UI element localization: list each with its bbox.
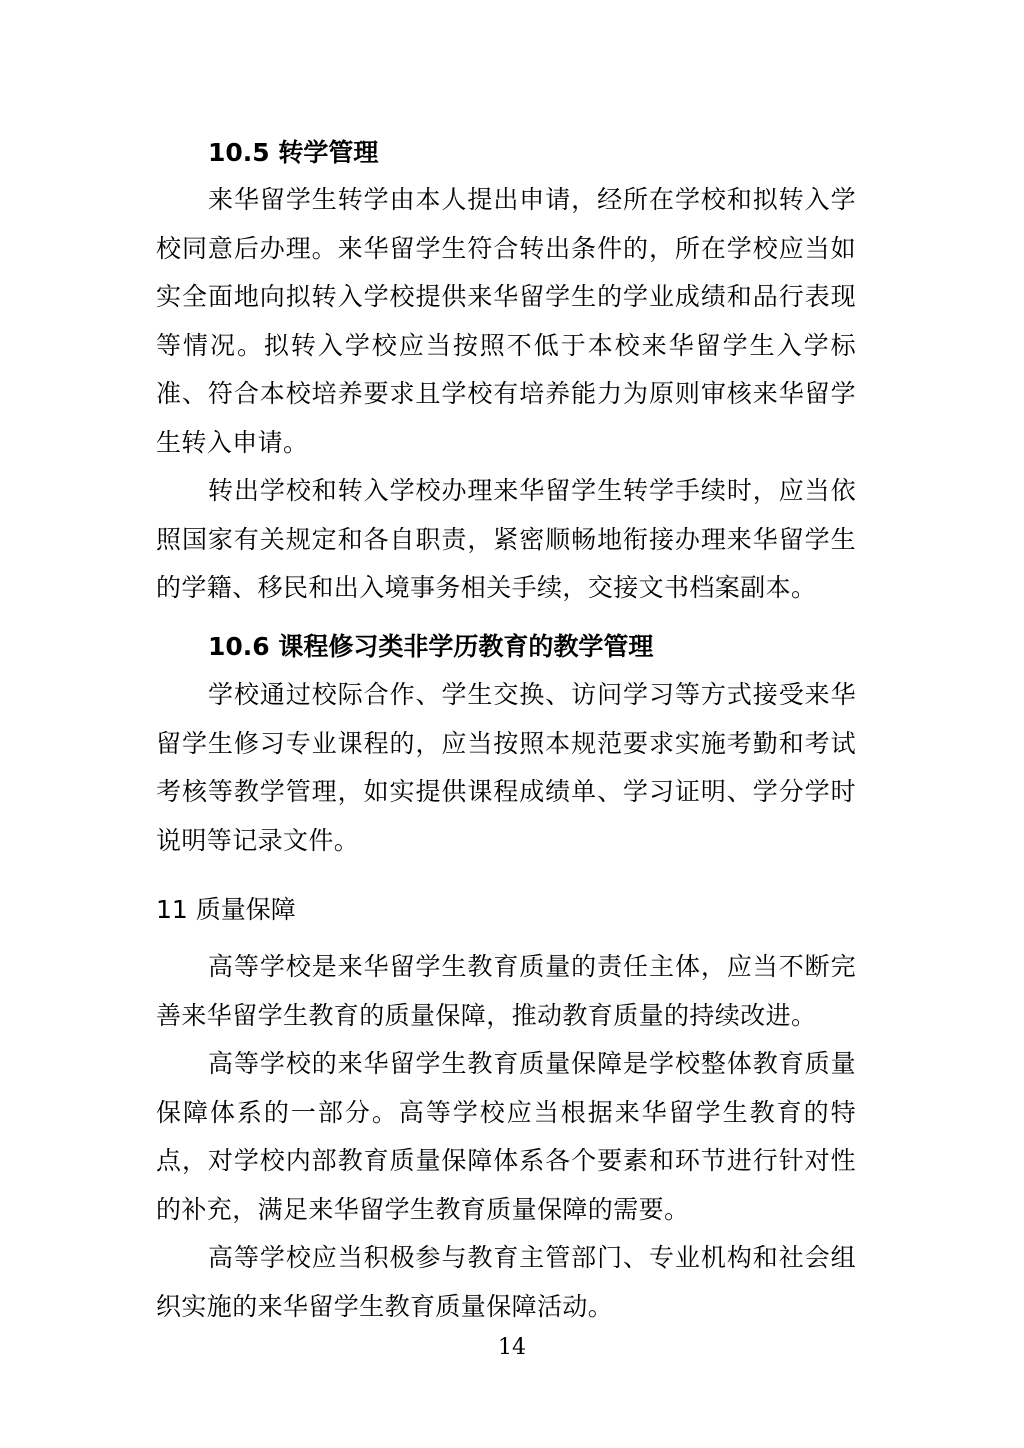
- paragraph-quality-activities: 高等学校应当积极参与教育主管部门、专业机构和社会组织实施的来华留学生教育质量保障活动。: [156, 1243, 856, 1321]
- page-number: 14: [498, 1335, 526, 1360]
- section-heading-10-6: 10.6 课程修习类非学历教育的教学管理: [208, 632, 654, 661]
- section-heading-11: 11 质量保障: [156, 895, 296, 924]
- paragraph-quality-system: 高等学校的来华留学生教育质量保障是学校整体教育质量保障体系的一部分。高等学校应当根据来华留学生教育的特点，对学校内部教育质量保障体系各个要素和环节进行针对性的补充，满足来华留学生教育质量保障的需要。: [156, 1049, 856, 1224]
- paragraph-transfer-application: 来华留学生转学由本人提出申请，经所在学校和拟转入学校同意后办理。来华留学生符合转出条件的，所在学校应当如实全面地向拟转入学校提供来华留学生的学业成绩和品行表现等情况。拟转入学校应当按照不低于本校来华留学生入学标准、符合本校培养要求且学校有培养能力为原则审核来华留学生转入申请。: [156, 185, 856, 457]
- paragraph-transfer-procedures: 转出学校和转入学校办理来华留学生转学手续时，应当依照国家有关规定和各自职责，紧密顺畅地衔接办理来华留学生的学籍、移民和出入境事务相关手续，交接文书档案副本。: [156, 476, 856, 602]
- section-heading-10-5: 10.5 转学管理: [208, 138, 379, 167]
- paragraph-quality-responsibility: 高等学校是来华留学生教育质量的责任主体，应当不断完善来华留学生教育的质量保障，推动教育质量的持续改进。: [156, 952, 856, 1030]
- paragraph-course-study-management: 学校通过校际合作、学生交换、访问学习等方式接受来华留学生修习专业课程的，应当按照本规范要求实施考勤和考试考核等教学管理，如实提供课程成绩单、学习证明、学分学时说明等记录文件。: [156, 680, 856, 855]
